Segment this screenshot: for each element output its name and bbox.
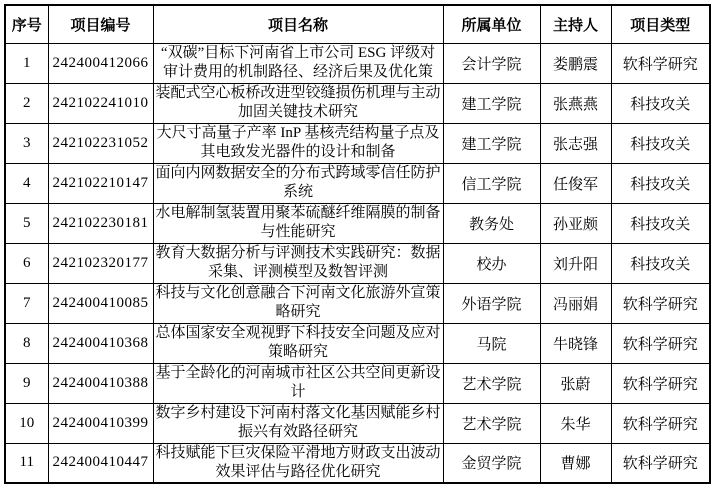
project-name-text: “双碳”目标下河南省上市公司 ESG 评级对审计费用的机制路径、经济后果及优化策 <box>160 45 436 80</box>
cell-code: 242400410085 <box>48 283 153 323</box>
cell-seq: 5 <box>5 203 48 243</box>
cell-seq: 4 <box>5 163 48 203</box>
header-cell-type: 项目类型 <box>611 5 710 43</box>
cell-name <box>153 363 443 403</box>
cell-unit: 教务处 <box>443 203 540 243</box>
table-row <box>5 243 710 283</box>
table-row <box>5 83 710 123</box>
cell-code: 242400410368 <box>48 323 153 363</box>
cell-leader: 刘升阳 <box>540 243 611 283</box>
cell-code: 242102320177 <box>48 243 153 283</box>
cell-seq: 7 <box>5 283 48 323</box>
table-row <box>5 443 710 483</box>
cell-name <box>153 443 443 483</box>
cell-unit: 艺术学院 <box>443 403 540 443</box>
cell-type: 科技攻关 <box>611 163 710 203</box>
cell-unit: 外语学院 <box>443 283 540 323</box>
cell-leader: 张蔚 <box>540 363 611 403</box>
cell-unit: 建工学院 <box>443 83 540 123</box>
table-row <box>5 123 710 163</box>
cell-name <box>153 323 443 363</box>
cell-type: 科技攻关 <box>611 243 710 283</box>
cell-code: 242400410447 <box>48 443 153 483</box>
table-row <box>5 403 710 443</box>
cell-name <box>153 283 443 323</box>
cell-leader: 娄鹏震 <box>540 43 611 83</box>
cell-type: 科技攻关 <box>611 83 710 123</box>
cell-code: 242102210147 <box>48 163 153 203</box>
cell-unit: 艺术学院 <box>443 363 540 403</box>
header-cell-code: 项目编号 <box>48 5 153 43</box>
header-row <box>5 5 710 43</box>
projects-table <box>4 4 711 484</box>
cell-type: 科技攻关 <box>611 203 710 243</box>
cell-unit: 会计学院 <box>443 43 540 83</box>
cell-leader: 冯丽娟 <box>540 283 611 323</box>
cell-code: 242102231052 <box>48 123 153 163</box>
project-name-text: 大尺寸高量子产率 InP 基核壳结构量子点及其电致发光器件的设计和制备 <box>156 125 440 160</box>
cell-seq: 6 <box>5 243 48 283</box>
cell-name <box>153 243 443 283</box>
cell-code: 242102230181 <box>48 203 153 243</box>
project-name-text: 装配式空心板桥改进型铰缝损伤机理与主动加固关键技术研究 <box>155 85 441 120</box>
cell-code: 242400412066 <box>48 43 153 83</box>
cell-leader: 曹娜 <box>540 443 611 483</box>
table-row <box>5 43 710 83</box>
cell-unit: 信工学院 <box>443 163 540 203</box>
cell-name <box>153 43 443 83</box>
cell-leader: 张燕燕 <box>540 83 611 123</box>
cell-unit: 金贸学院 <box>443 443 540 483</box>
cell-type: 软科学研究 <box>611 323 710 363</box>
project-name-text: 科技与文化创意融合下河南文化旅游外宣策略研究 <box>155 285 441 320</box>
table-row <box>5 203 710 243</box>
cell-name <box>153 203 443 243</box>
header-cell-name: 项目名称 <box>153 5 443 43</box>
project-name-text: 数字乡村建设下河南村落文化基因赋能乡村振兴有效路径研究 <box>155 405 441 440</box>
project-name-text: 基于全龄化的河南城市社区公共空间更新设计 <box>155 365 441 400</box>
cell-seq: 2 <box>5 83 48 123</box>
cell-seq: 10 <box>5 403 48 443</box>
cell-unit: 建工学院 <box>443 123 540 163</box>
cell-type: 软科学研究 <box>611 403 710 443</box>
cell-code: 242102241010 <box>48 83 153 123</box>
project-name-text: 总体国家安全观视野下科技安全问题及应对策略研究 <box>155 325 441 360</box>
cell-seq: 11 <box>5 443 48 483</box>
cell-type: 软科学研究 <box>611 283 710 323</box>
cell-name <box>153 123 443 163</box>
cell-type: 软科学研究 <box>611 443 710 483</box>
cell-leader: 任俊军 <box>540 163 611 203</box>
table-row <box>5 283 710 323</box>
cell-seq: 1 <box>5 43 48 83</box>
cell-unit: 马院 <box>443 323 540 363</box>
cell-code: 242400410399 <box>48 403 153 443</box>
header-cell-leader: 主持人 <box>540 5 611 43</box>
cell-name <box>153 163 443 203</box>
project-name-text: 面向内网数据安全的分布式跨域零信任防护系统 <box>155 165 441 200</box>
cell-type: 软科学研究 <box>611 363 710 403</box>
cell-seq: 9 <box>5 363 48 403</box>
cell-leader: 孙亚颇 <box>540 203 611 243</box>
cell-name <box>153 83 443 123</box>
cell-leader: 张志强 <box>540 123 611 163</box>
cell-type: 软科学研究 <box>611 43 710 83</box>
project-name-text: 科技赋能下巨灾保险平滑地方财政支出波动效果评估与路径优化研究 <box>155 444 441 480</box>
cell-seq: 8 <box>5 323 48 363</box>
cell-name <box>153 403 443 443</box>
header-cell-unit: 所属单位 <box>443 5 540 43</box>
header-cell-seq: 序号 <box>5 5 48 43</box>
table-row <box>5 363 710 403</box>
project-name-text: 教育大数据分析与评测技术实践研究：数据采集、评测模型及数智评测 <box>155 245 441 280</box>
cell-leader: 牛晓锋 <box>540 323 611 363</box>
project-name-text: 水电解制氢装置用聚苯硫醚纤维隔膜的制备与性能研究 <box>155 205 441 240</box>
table-body <box>5 43 710 483</box>
cell-code: 242400410388 <box>48 363 153 403</box>
cell-type: 科技攻关 <box>611 123 710 163</box>
cell-seq: 3 <box>5 123 48 163</box>
cell-unit: 校办 <box>443 243 540 283</box>
cell-leader: 朱华 <box>540 403 611 443</box>
table-row <box>5 323 710 363</box>
table-row <box>5 163 710 203</box>
